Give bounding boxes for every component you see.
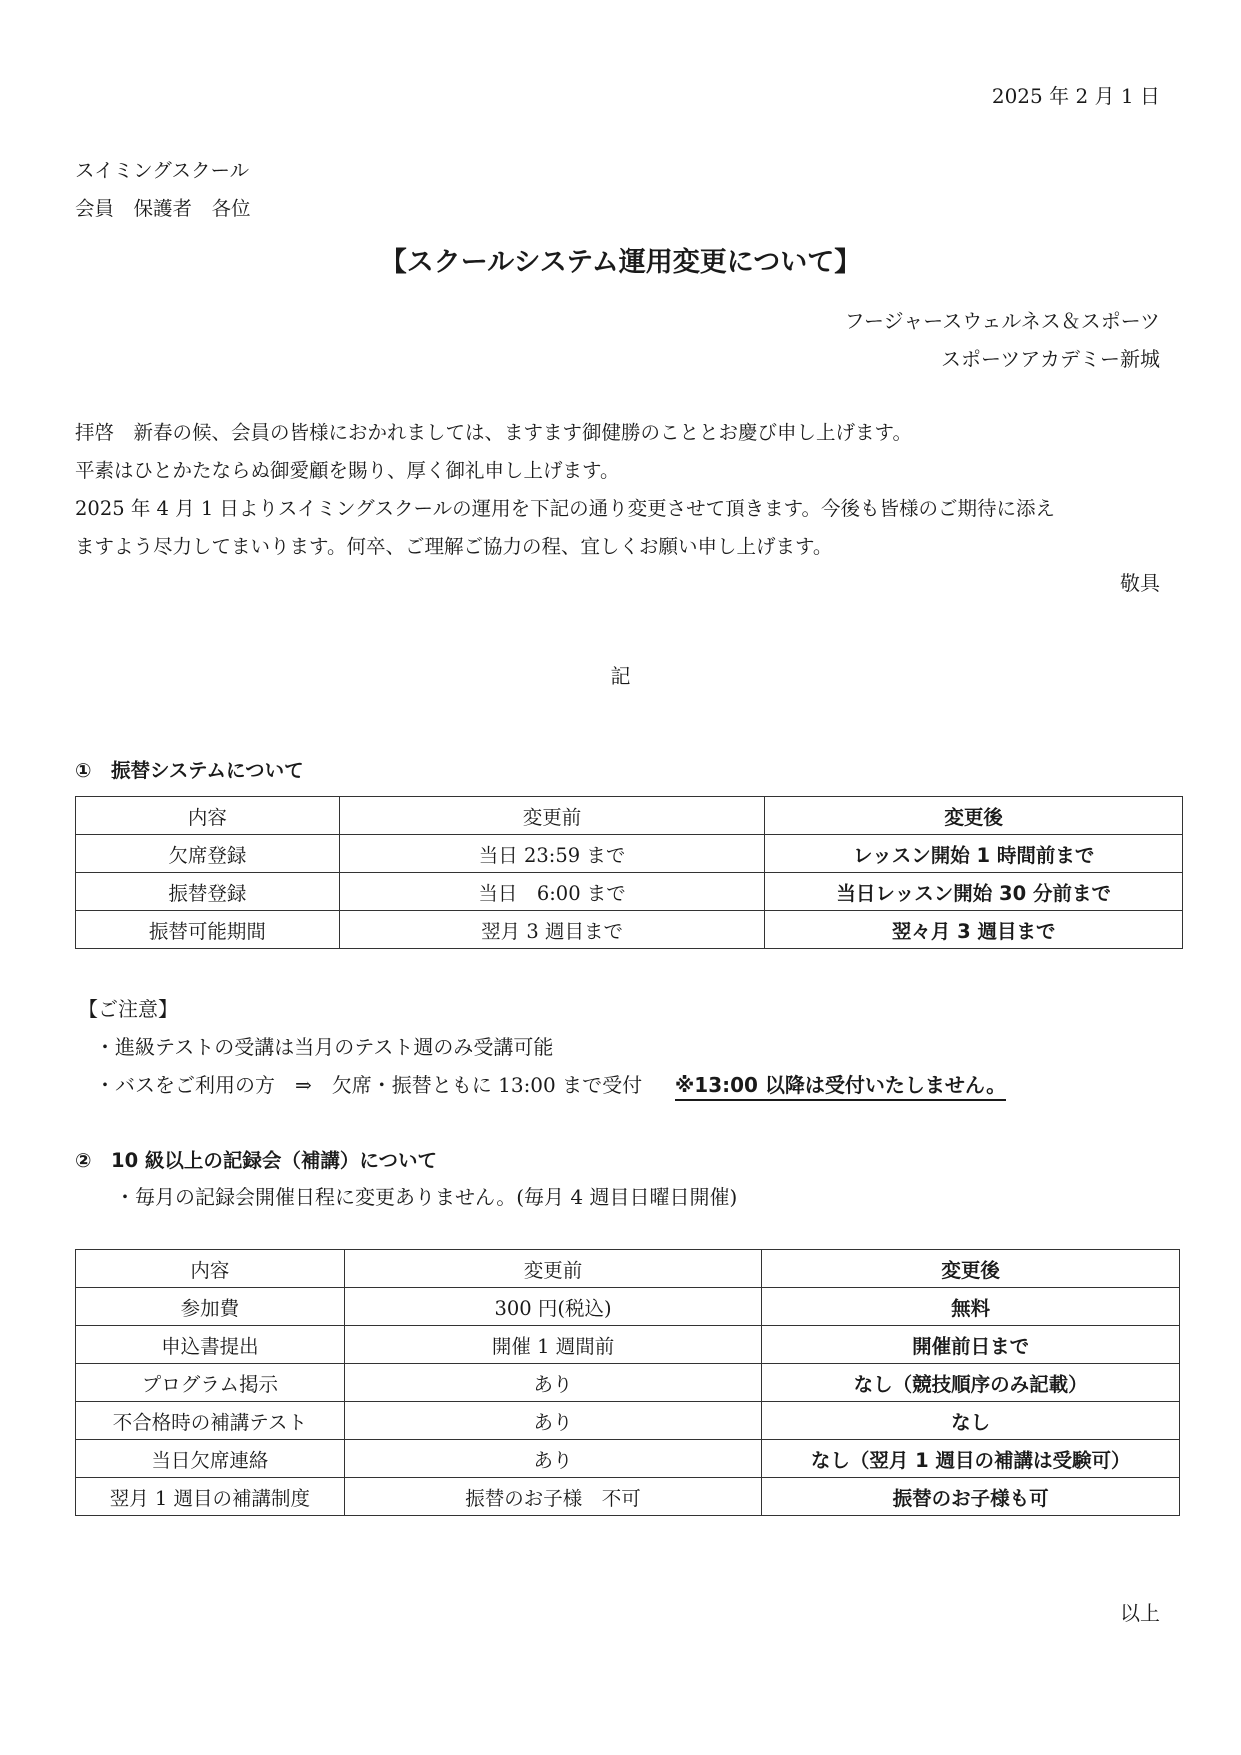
section1-heading: ① 振替システムについて xyxy=(75,759,304,782)
table-cell: 開催前日まで xyxy=(762,1326,1180,1364)
table-cell: 当日欠席連絡 xyxy=(76,1440,345,1478)
table-row xyxy=(76,873,1183,911)
section2-subnote: ・毎月の記録会開催日程に変更ありません。(毎月 4 週目日曜日開催) xyxy=(115,1185,738,1209)
table-row xyxy=(76,1364,1180,1402)
section2-heading: ② 10 級以上の記録会（補講）について xyxy=(75,1149,438,1172)
table-row xyxy=(76,911,1183,949)
table-cell: 申込書提出 xyxy=(76,1326,345,1364)
closing-ijou: 以上 xyxy=(1120,1601,1160,1625)
document-date: 2025 年 2 月 1 日 xyxy=(991,84,1160,108)
table-cell: 振替登録 xyxy=(76,873,340,911)
body-line-1: 拝啓 新春の候、会員の皆様におかれましては、ますます御健勝のこととお慶び申し上げます。 xyxy=(75,421,912,444)
table-header-row xyxy=(76,797,1183,835)
table-cell: 当日 6:00 まで xyxy=(339,873,765,911)
sender-line-2: スポーツアカデミー新城 xyxy=(941,347,1160,371)
recipient-line-1: スイミングスクール xyxy=(75,159,250,182)
table-cell: なし（競技順序のみ記載） xyxy=(762,1364,1180,1402)
section1-table xyxy=(75,796,1183,949)
table-row xyxy=(76,1440,1180,1478)
table-header-row xyxy=(76,1250,1180,1288)
table-cell: 欠席登録 xyxy=(76,835,340,873)
header-cell-after: 変更後 xyxy=(765,797,1183,835)
section2-table xyxy=(75,1249,1180,1516)
table-cell: 振替可能期間 xyxy=(76,911,340,949)
notes-item-2-emphasis: ※13:00 以降は受付いたしません。 xyxy=(675,1073,1006,1101)
sender-line-1: フージャースウェルネス＆スポーツ xyxy=(844,309,1160,333)
table-cell: 開催 1 週間前 xyxy=(344,1326,762,1364)
table-row xyxy=(76,1326,1180,1364)
table-cell: なし xyxy=(762,1402,1180,1440)
table-cell: 振替のお子様も可 xyxy=(762,1478,1180,1516)
notes-heading: 【ご注意】 xyxy=(78,997,178,1021)
header-cell-after: 変更後 xyxy=(762,1250,1180,1288)
table-cell: なし（翌月 1 週目の補講は受験可） xyxy=(762,1440,1180,1478)
notes-item-2 xyxy=(95,1069,1006,1098)
table-cell: 翌月 3 週目まで xyxy=(339,911,765,949)
table-cell: レッスン開始 1 時間前まで xyxy=(765,835,1183,873)
table-cell: あり xyxy=(344,1364,762,1402)
table-cell: 当日レッスン開始 30 分前まで xyxy=(765,873,1183,911)
table-cell: 翌々月 3 週目まで xyxy=(765,911,1183,949)
recipient-line-2: 会員 保護者 各位 xyxy=(75,197,251,220)
notes-item-2-text: ・バスをご利用の方 ⇒ 欠席・振替ともに 13:00 まで受付 xyxy=(95,1073,643,1097)
table-row xyxy=(76,1478,1180,1516)
closing-keigu: 敬具 xyxy=(1120,571,1160,595)
table-cell: あり xyxy=(344,1402,762,1440)
body-line-3: 2025 年 4 月 1 日よりスイミングスクールの運用を下記の通り変更させて頂きます。今後も皆様のご期待に添え xyxy=(75,497,1056,520)
header-cell-content: 内容 xyxy=(76,797,340,835)
table-cell: 振替のお子様 不可 xyxy=(344,1478,762,1516)
table-cell: 参加費 xyxy=(76,1288,345,1326)
table-cell: 300 円(税込) xyxy=(344,1288,762,1326)
table-cell: 不合格時の補講テスト xyxy=(76,1402,345,1440)
document-title: 【スクールシステム運用変更について】 xyxy=(379,247,862,278)
table-row xyxy=(76,1288,1180,1326)
table-row xyxy=(76,1402,1180,1440)
table-cell: プログラム掲示 xyxy=(76,1364,345,1402)
table-cell: 無料 xyxy=(762,1288,1180,1326)
table-cell: あり xyxy=(344,1440,762,1478)
body-line-4: ますよう尽力してまいります。何卒、ご理解ご協力の程、宜しくお願い申し上げます。 xyxy=(75,535,833,558)
table-cell: 翌月 1 週目の補講制度 xyxy=(76,1478,345,1516)
header-cell-before: 変更前 xyxy=(339,797,765,835)
table-row xyxy=(76,835,1183,873)
ki-marker: 記 xyxy=(610,664,631,688)
header-cell-content: 内容 xyxy=(76,1250,345,1288)
notes-item-1: ・進級テストの受講は当月のテスト週のみ受講可能 xyxy=(95,1035,554,1059)
table-cell: 当日 23:59 まで xyxy=(339,835,765,873)
header-cell-before: 変更前 xyxy=(344,1250,762,1288)
body-line-2: 平素はひとかたならぬ御愛顧を賜り、厚く御礼申し上げます。 xyxy=(75,459,620,482)
